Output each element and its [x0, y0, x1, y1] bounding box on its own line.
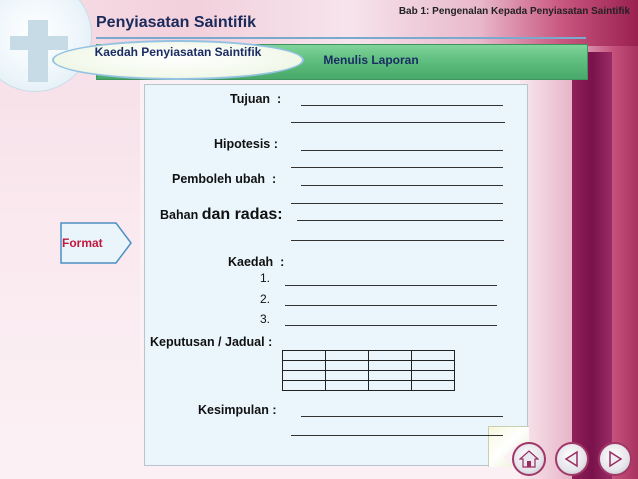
section-label: Kaedah Penyiasatan Saintifik [94, 45, 262, 59]
step-1-line [285, 285, 497, 286]
bahan-label-start: Bahan [160, 208, 202, 222]
results-table [282, 350, 455, 391]
vertical-stripe [572, 52, 612, 479]
logo-cross-icon [28, 20, 48, 82]
step-2-line [285, 305, 497, 306]
table-row [283, 381, 455, 391]
step-1-number: 1. [260, 271, 271, 285]
hipotesis-line-2 [291, 167, 503, 168]
chapter-title: Bab 1: Pengenalan Kepada Penyiasatan Saintifik [398, 6, 630, 17]
bahan-label-end: dan radas: [201, 206, 283, 223]
next-button[interactable] [598, 442, 632, 476]
triangle-left-icon [563, 450, 581, 468]
tujuan-line-1 [301, 105, 503, 106]
bahan-label [160, 206, 283, 224]
format-label: Format [62, 236, 103, 250]
previous-button[interactable] [555, 442, 589, 476]
step-3-line [285, 325, 497, 326]
page-title: Penyiasatan Saintifik [96, 14, 257, 31]
kesimpulan-label: Kesimpulan : [198, 403, 277, 417]
pemboleh-ubah-label: Pemboleh ubah : [172, 172, 277, 186]
kaedah-label: Kaedah : [228, 255, 285, 269]
hipotesis-line-1 [301, 150, 503, 151]
pemboleh-ubah-line-2 [291, 203, 503, 204]
bahan-line-2 [291, 240, 504, 241]
triangle-right-icon [606, 450, 624, 468]
tujuan-line-2 [291, 122, 505, 123]
table-row [283, 371, 455, 381]
home-icon [519, 450, 539, 468]
bahan-line-1 [297, 220, 503, 221]
kesimpulan-line-2 [291, 435, 503, 436]
home-button[interactable] [512, 442, 546, 476]
subsection-label[interactable]: Menulis Laporan [323, 53, 419, 67]
keputusan-label: Keputusan / Jadual : [150, 335, 273, 349]
table-row [283, 361, 455, 371]
kesimpulan-line-1 [301, 416, 503, 417]
pemboleh-ubah-line-1 [301, 185, 503, 186]
table-row [283, 351, 455, 361]
hipotesis-label: Hipotesis : [214, 137, 278, 151]
title-divider [96, 37, 586, 39]
step-3-number: 3. [260, 312, 271, 326]
tujuan-label: Tujuan : [230, 92, 282, 106]
step-2-number: 2. [260, 292, 271, 306]
